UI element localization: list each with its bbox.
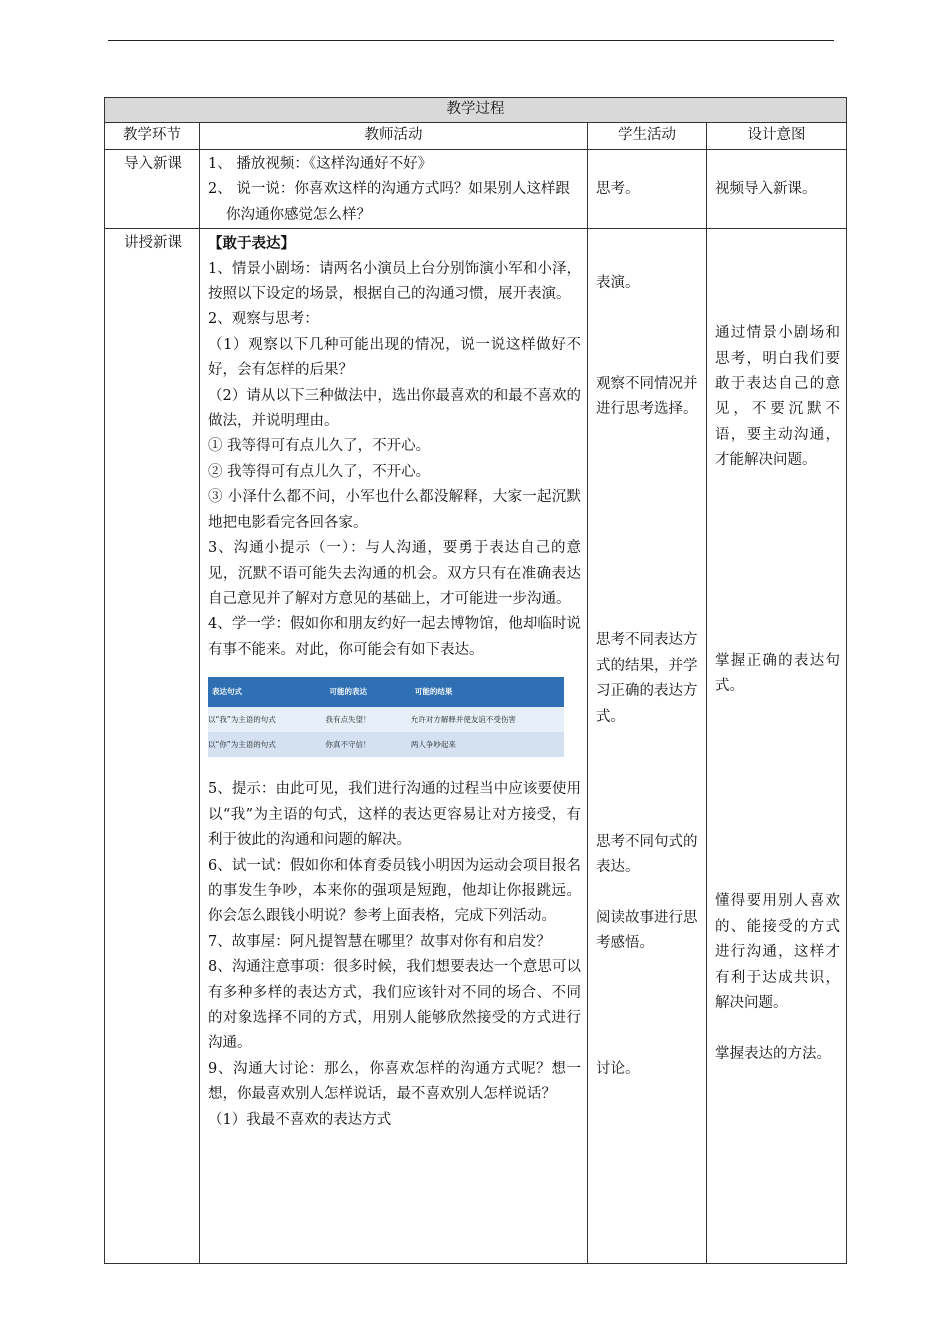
teacher-step: 4、学一学：假如你和朋友约好一起去博物馆，他却临时说有事不能来。对此，你可能会有如下表达。	[208, 616, 581, 658]
table-row	[208, 732, 564, 757]
teacher-lesson	[200, 229, 588, 1264]
teacher-step: ① 我等得可有点儿久了，不开心。	[208, 438, 431, 455]
student-activity: 讨论。	[596, 1060, 640, 1077]
teacher-step: （2）请从以下三种做法中，选出你最喜欢的和最不喜欢的做法，并说明理由。	[208, 387, 581, 430]
stage-intro: 导入新课	[105, 150, 200, 229]
teacher-step: ③ 小泽什么都不问，小军也什么都没解释，大家一起沉默地把电影看完各回各家。	[208, 489, 581, 531]
student-intro	[588, 150, 707, 229]
teacher-step: ② 我等得可有点儿久了，不开心。	[208, 463, 431, 480]
student-activity: 观察不同情况并进行思考选择。	[596, 375, 698, 418]
column-header-design: 设计意图	[707, 123, 847, 150]
expression-table-header: 可能的结果	[411, 677, 564, 706]
expression-table-header: 表达句式	[208, 677, 325, 706]
teacher-step: 2、观察与思考：	[208, 311, 319, 328]
design-lesson	[707, 229, 847, 1264]
expression-cell: 以“你”为主语的句式	[208, 732, 325, 757]
design-intent: 掌握正确的表达句式。	[715, 652, 840, 695]
expression-cell: 我有点失望！	[325, 707, 410, 732]
teacher-step: 1、情景小剧场：请两名小演员上台分别饰演小军和小泽，按照以下设定的场景，根据自己的沟通习惯，展开表演。	[208, 260, 581, 303]
design-intent: 懂得要用别人喜欢的、能接受的方式进行沟通，这样才有利于达成共识，解决问题。	[715, 893, 840, 1012]
section-heading: 【敢于表达】	[208, 235, 295, 253]
table-title: 教学过程	[105, 98, 847, 123]
teacher-step: 8、沟通注意事项：很多时候，我们想要表达一个意思可以有多种多样的表达方式，我们应该针对不同的场合、不同的对象选择不同的方式，用别人能够欣然接受的方式进行沟通。	[208, 959, 581, 1052]
student-activity: 表演。	[596, 275, 640, 292]
column-header-row	[105, 123, 847, 150]
column-header-stage: 教学环节	[105, 123, 200, 150]
teacher-intro-item: 1、 播放视频：《这样沟通好不好》	[208, 156, 433, 172]
table-row	[105, 229, 847, 1264]
header-rule	[108, 40, 834, 41]
design-intro-text: 视频导入新课。	[715, 181, 817, 197]
expression-table	[208, 677, 564, 757]
expression-cell: 以“我”为主语的句式	[208, 707, 325, 732]
table-row	[105, 150, 847, 229]
student-intro-text: 思考。	[596, 181, 640, 197]
student-lesson	[588, 229, 707, 1264]
design-intent: 掌握表达的方法。	[715, 1045, 831, 1062]
teaching-process-table	[104, 97, 847, 1264]
expression-cell: 你真不守信！	[325, 732, 410, 757]
teacher-step: 5、提示：由此可见，我们进行沟通的过程当中应该要使用以“我”为主语的句式，这样的表达更容易让对方接受，有利于彼此的沟通和问题的解决。	[208, 781, 581, 849]
student-activity: 思考不同表达方式的结果，并学习正确的表达方式。	[596, 632, 698, 725]
teacher-step: 9、沟通大讨论：那么，你喜欢怎样的沟通方式呢？想一想，你最喜欢别人怎样说话，最不喜欢别人怎样说话？	[208, 1060, 581, 1103]
stage-lesson: 讲授新课	[105, 229, 200, 1264]
column-header-teacher: 教师活动	[200, 123, 588, 150]
design-intent: 通过情景小剧场和思考，明白我们要敢于表达自己的意见，不要沉默不语，要主动沟通，才能解决问题。	[715, 325, 840, 469]
table-row	[208, 707, 564, 732]
teacher-step: 7、故事屋：阿凡提智慧在哪里？故事对你有和启发？	[208, 933, 551, 950]
expression-cell: 两人争吵起来	[411, 732, 564, 757]
expression-table-header: 可能的表达	[325, 677, 410, 706]
student-activity: 思考不同句式的表达。	[596, 834, 698, 876]
teacher-step: 6、试一试：假如你和体育委员钱小明因为运动会项目报名的事发生争吵，本来你的强项是短跑，他却让你报跳远。你会怎么跟钱小明说？参考上面表格，完成下列活动。	[208, 857, 581, 925]
teacher-step: 3、沟通小提示（一）：与人沟通，要勇于表达自己的意见，沉默不语可能失去沟通的机会。双方只有在准确表达自己意见并了解对方意见的基础上，才可能进一步沟通。	[208, 540, 581, 607]
teacher-step: （1）观察以下几种可能出现的情况，说一说这样做好不好，会有怎样的后果？	[208, 336, 581, 379]
design-intro	[707, 150, 847, 229]
column-header-student: 学生活动	[588, 123, 707, 150]
teacher-intro	[200, 150, 588, 229]
student-activity: 阅读故事进行思考感悟。	[596, 909, 698, 952]
teacher-intro-item: 2、 说一说：你喜欢这样的沟通方式吗？如果别人这样跟你沟通你感觉怎么样？	[208, 181, 570, 223]
expression-cell: 允许对方解释并使友谊不受伤害	[411, 707, 564, 732]
teacher-step: （1）我最不喜欢的表达方式	[208, 1111, 392, 1128]
